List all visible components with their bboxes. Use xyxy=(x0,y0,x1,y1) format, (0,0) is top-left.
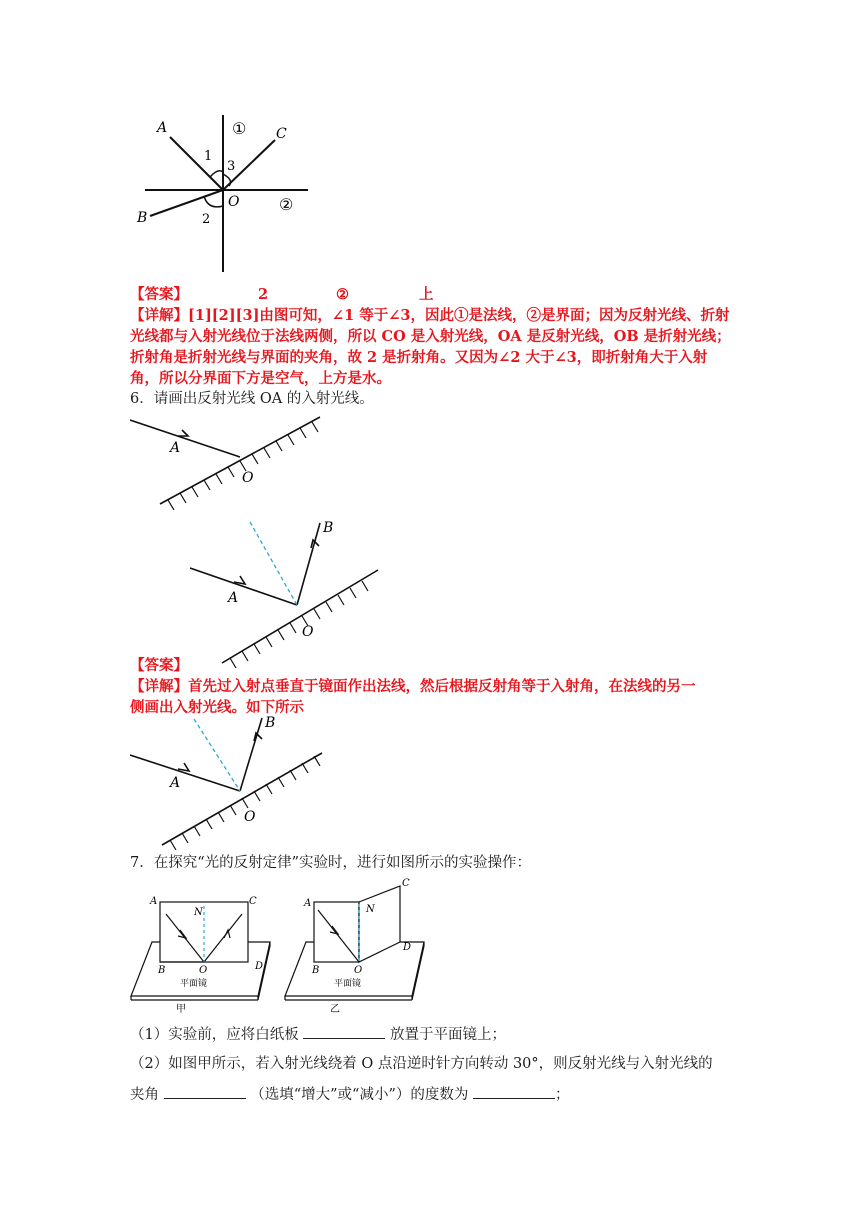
label-C: C xyxy=(276,126,287,142)
mirror-figure-answer-1 xyxy=(190,518,390,668)
label-A: A xyxy=(170,775,181,791)
q7-sub2-line2: 夹角 （选填“增大”或“减小”）的度数为 ； xyxy=(130,1084,569,1105)
label-B: B xyxy=(158,965,166,976)
label-A: A xyxy=(157,120,168,136)
angle-1-label: 1 xyxy=(204,149,213,164)
experiment-figure-jia xyxy=(128,890,278,1020)
label-A: A xyxy=(304,898,312,909)
q5-detail-line-2: 光线都与入射光线位于法线两侧，所以 CO 是入射光线，OA 是反射光线，OB 是折射光线； xyxy=(130,328,731,345)
mirror-label: 平面镜 xyxy=(334,979,362,989)
q6-answer-tag: 【答案】 xyxy=(130,657,188,674)
q6-prompt: 6．请画出反射光线 OA 的入射光线。 xyxy=(130,391,374,407)
label-O: O xyxy=(244,809,256,825)
blank-2[interactable] xyxy=(164,1084,246,1099)
label-O: O xyxy=(228,194,240,210)
angle-2-label: 2 xyxy=(202,212,211,227)
figure-caption: 甲 xyxy=(176,1004,186,1015)
q7-sub1: （1）实验前，应将白纸板 放置于平面镜上； xyxy=(130,1024,506,1045)
normal-marker: ① xyxy=(232,119,247,138)
answer-value-3: 上 xyxy=(419,286,434,303)
answer-value-1: 2 xyxy=(258,286,269,303)
label-B: B xyxy=(137,210,148,226)
blank-3[interactable] xyxy=(473,1084,555,1099)
answer-tag: 【答案】 xyxy=(130,286,188,303)
answer-value-2: ② xyxy=(336,286,349,303)
label-D: D xyxy=(403,942,412,953)
label-N: N xyxy=(366,904,375,915)
interface-marker: ② xyxy=(279,195,294,214)
q5-detail-line-4: 角，所以分界面下方是空气，上方是水。 xyxy=(130,370,391,387)
label-C: C xyxy=(402,878,410,889)
q7-sub2-line1: （2）如图甲所示，若入射光线绕着 O 点沿逆时针方向转动 30°，则反射光线与入射光线的 xyxy=(130,1056,713,1072)
label-A: A xyxy=(170,440,181,456)
detail-tag: 【详解】 xyxy=(130,678,188,695)
label-D: D xyxy=(255,961,264,972)
q5-answer xyxy=(130,285,434,305)
q6-detail-line-1: 【详解】首先过入射点垂直于镜面作出法线，然后根据反射角等于入射角，在法线的另一 xyxy=(130,678,696,695)
mirror-figure-question xyxy=(130,412,330,512)
experiment-figure-yi xyxy=(282,876,432,1021)
label-C: C xyxy=(249,896,257,907)
figure-caption: 乙 xyxy=(330,1004,340,1015)
label-A: A xyxy=(228,590,239,606)
label-O: O xyxy=(242,470,254,486)
label-N: N xyxy=(194,907,203,918)
label-A: A xyxy=(150,896,158,907)
label-O: O xyxy=(199,965,208,976)
label-O: O xyxy=(354,965,363,976)
angle-3-label: 3 xyxy=(227,159,236,174)
blank-1[interactable] xyxy=(303,1024,385,1039)
refraction-figure xyxy=(130,110,320,275)
label-O: O xyxy=(302,624,314,640)
q5-detail-line-1: 【详解】[1][2][3]由图可知，∠1 等于∠3，因此①是法线，②是界面；因为反射光线、折射 xyxy=(130,307,730,324)
label-B: B xyxy=(323,520,334,536)
q5-detail-line-3: 折射角是折射光线与界面的夹角，故 2 是折射角。又因为∠2 大于∠3，即折射角大于入射 xyxy=(130,349,708,366)
label-B: B xyxy=(312,965,320,976)
mirror-label: 平面镜 xyxy=(180,979,208,989)
q7-prompt: 7．在探究“光的反射定律”实验时，进行如图所示的实验操作： xyxy=(130,855,532,871)
mirror-figure-answer-2 xyxy=(130,715,330,850)
label-B: B xyxy=(265,715,276,731)
detail-tag: 【详解】 xyxy=(130,307,188,324)
q6-detail-line-2: 侧画出入射光线。如下所示 xyxy=(130,699,304,716)
